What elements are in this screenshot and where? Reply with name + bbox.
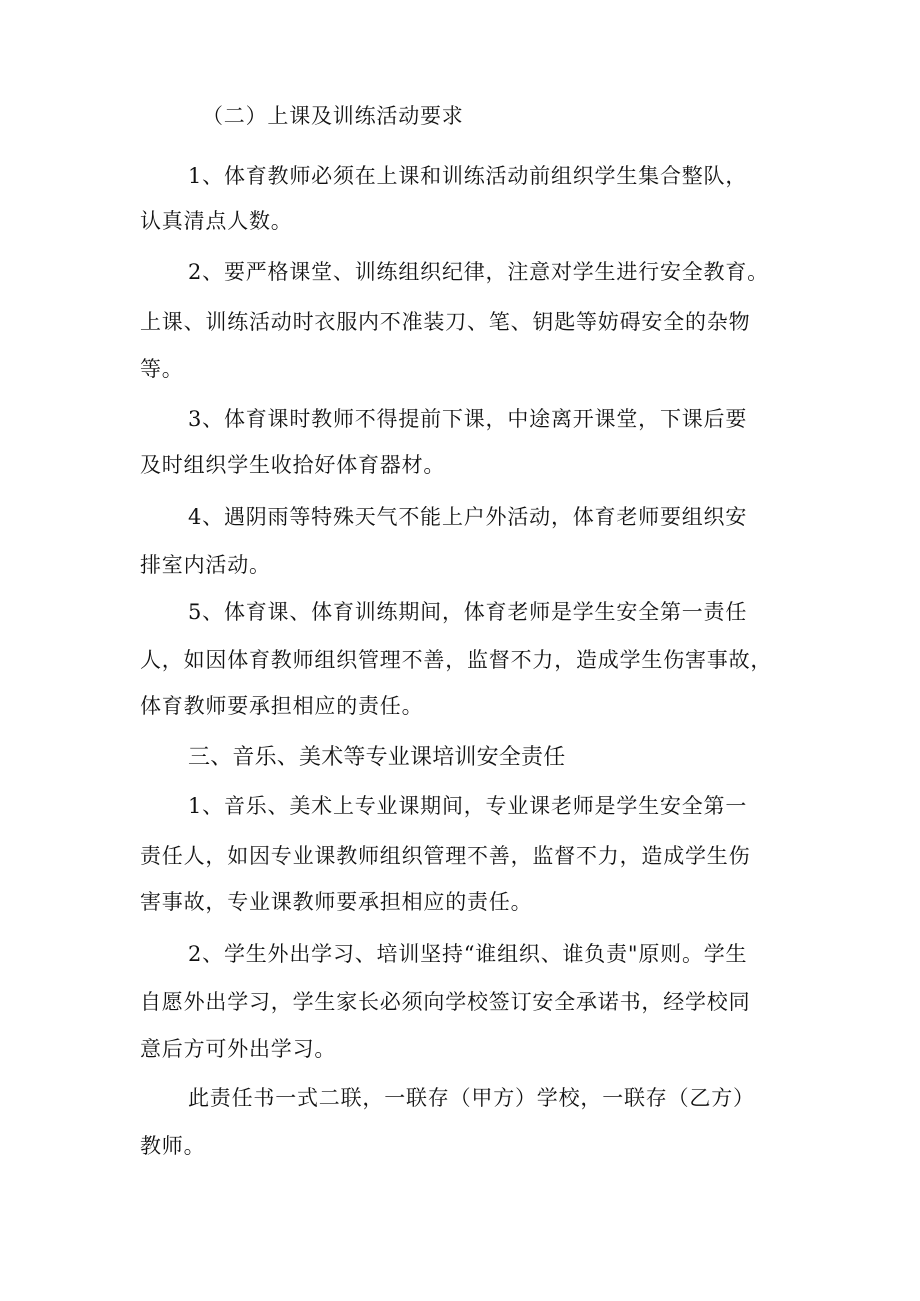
paragraph-line: 教师。 xyxy=(140,1134,206,1158)
paragraph-line: 5、体育课、体育训练期间，体育老师是学生安全第一责任 xyxy=(188,600,748,624)
paragraph-line: 及时组织学生收拾好体育器材。 xyxy=(140,453,446,477)
paragraph-line: 自愿外出学习，学生家长必须向学校签订安全承诺书，经学校同 xyxy=(140,990,751,1014)
paragraph-line: 此责任书一式二联，一联存（甲方）学校，一联存（乙方） xyxy=(188,1086,755,1110)
paragraph-line: 认真清点人数。 xyxy=(140,209,293,233)
paragraph-line: 人，如因体育教师组织管理不善，监督不力，造成学生伤害事故， xyxy=(140,648,773,672)
paragraph-line: 1、音乐、美术上专业课期间，专业课老师是学生安全第一 xyxy=(188,794,748,818)
paragraph-line: 等。 xyxy=(140,357,184,381)
paragraph-line: 4、遇阴雨等特殊天气不能上户外活动，体育老师要组织安 xyxy=(188,505,748,529)
paragraph-line: 责任人，如因专业课教师组织管理不善，监督不力，造成学生伤 xyxy=(140,844,751,868)
section-three-heading: 三、音乐、美术等专业课培训安全责任 xyxy=(188,745,566,770)
paragraph-line: 1、体育教师必须在上课和训练活动前组织学生集合整队， xyxy=(188,164,748,188)
paragraph-line: 害事故，专业课教师要承担相应的责任。 xyxy=(140,890,533,914)
paragraph-line: 意后方可外出学习。 xyxy=(140,1037,337,1061)
paragraph-line: 2、学生外出学习、培训坚持“谁组织、谁负责"原则。学生 xyxy=(188,942,748,966)
paragraph-line: 上课、训练活动时衣服内不准装刀、笔、钥匙等妨碍安全的杂物 xyxy=(140,310,751,334)
paragraph-line: 3、体育课时教师不得提前下课，中途离开课堂，下课后要 xyxy=(188,407,748,431)
paragraph-line: 体育教师要承担相应的责任。 xyxy=(140,694,424,718)
subsection-title: （二）上课及训练活动要求 xyxy=(202,104,464,128)
paragraph-line: 排室内活动。 xyxy=(140,553,271,577)
paragraph-line: 2、要严格课堂、训练组织纪律，注意对学生进行安全教育。 xyxy=(188,260,769,284)
